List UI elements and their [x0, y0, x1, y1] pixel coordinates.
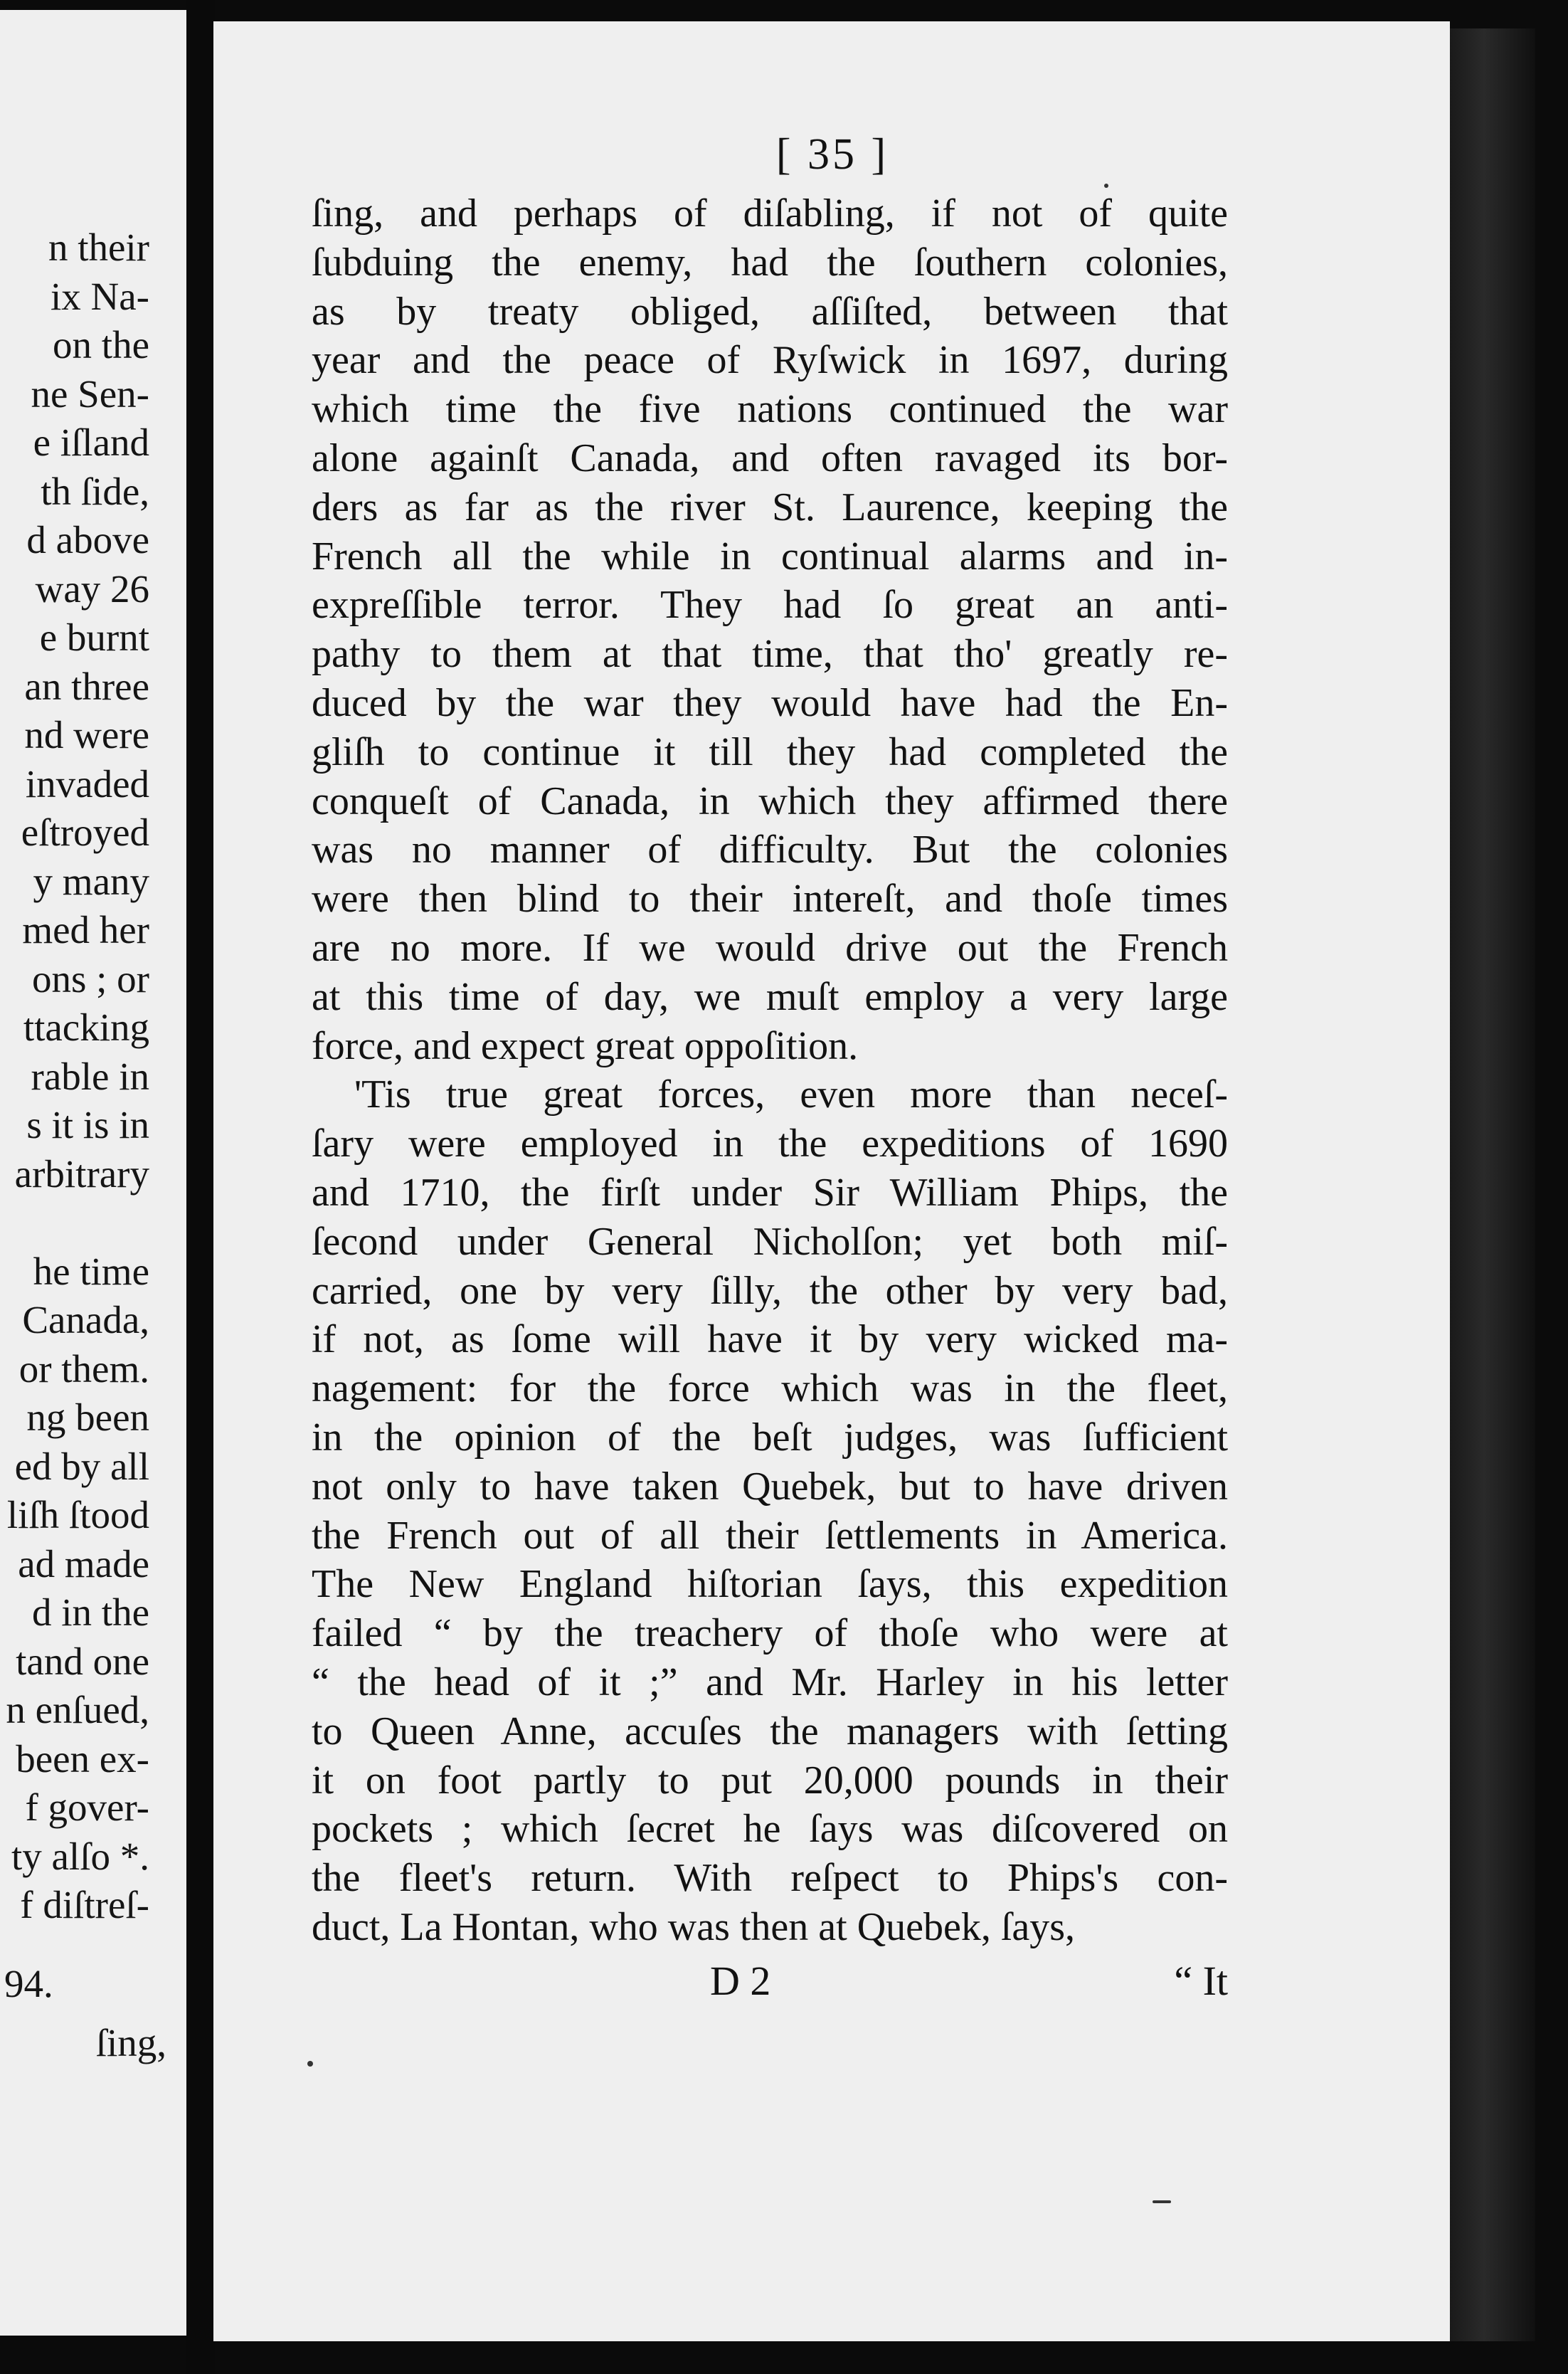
left-page-line: f diſtreſ-: [20, 1883, 149, 1926]
ink-speck: [307, 2061, 313, 2067]
left-page-line: nd were: [24, 713, 149, 756]
text-line: to Queen Anne, accuſes the managers with ſetting: [312, 1709, 1228, 1753]
left-page-line: ed by all: [14, 1444, 149, 1488]
text-line: ſing, and perhaps of diſabling, if not of quite: [312, 191, 1228, 236]
left-page-line: liſh ſtood: [6, 1493, 149, 1536]
text-line: French all the while in continual alarms and in-: [312, 534, 1228, 579]
text-line: ſubduing the enemy, had the ſouthern colonies,: [312, 240, 1228, 285]
left-page-bottom: [0, 1960, 186, 2067]
left-page-line: he time: [33, 1249, 149, 1293]
left-page-line: invaded: [25, 761, 149, 806]
page-edge-shadow: [1450, 28, 1535, 2341]
text-line: nagement: for the force which was in the fleet,: [312, 1366, 1228, 1411]
left-page-line: ad made: [18, 1541, 149, 1586]
text-line: duct, La Hontan, who was then at Quebek, ſays,: [312, 1904, 1076, 1949]
ink-speck: [1104, 184, 1108, 188]
text-line: and 1710, the firſt under Sir William Phips, the: [312, 1170, 1228, 1215]
text-line: at this time of day, we muſt employ a very large: [312, 974, 1228, 1019]
text-line: if not, as ſome will have it by very wicked ma-: [312, 1317, 1228, 1362]
left-page-line: d in the: [32, 1590, 149, 1634]
text-line: pockets ; which ſecret he ſays was diſcovered on: [312, 1807, 1228, 1852]
text-line: the French out of all their ſettlements in America.: [312, 1513, 1228, 1558]
text-line: pathy to them at that time, that tho' greatly re-: [312, 632, 1228, 677]
left-page-line: ons ; or: [32, 956, 149, 1001]
left-page-line: ng been: [26, 1396, 149, 1439]
left-page-line: med her: [22, 908, 149, 951]
text-line: gliſh to continue it till they had completed the: [312, 729, 1228, 774]
text-line: duced by the war they would have had the En-: [312, 680, 1228, 725]
text-line: the fleet's return. With reſpect to Phips's con-: [312, 1856, 1228, 1901]
text-line: was no manner of difficulty. But the colonies: [312, 828, 1228, 872]
left-page-line: been ex-: [16, 1736, 149, 1780]
text-line: alone againſt Canada, and often ravaged its bor-: [312, 436, 1228, 480]
text-line: year and the peace of Ryſwick in 1697, during: [312, 338, 1228, 383]
text-line: are no more. If we would drive out the French: [312, 925, 1228, 970]
text-line: ſecond under General Nicholſon; yet both miſ-: [312, 1219, 1228, 1264]
left-page-line: y many: [33, 859, 149, 903]
text-line: carried, one by very ſilly, the other by very bad,: [312, 1268, 1228, 1313]
left-page-line: ix Na-: [51, 274, 149, 318]
text-line: which time the five nations continued the war: [312, 387, 1228, 432]
text-line: as by treaty obliged, aſſiſted, between that: [312, 289, 1228, 334]
text-line: The New England hiſtorian ſays, this expedition: [312, 1562, 1228, 1607]
text-line: “ the head of it ;” and Mr. Harley in his letter: [312, 1660, 1228, 1704]
left-page-line: [0, 1198, 186, 1247]
page-number: [ 35 ]: [775, 130, 889, 179]
left-page-line: ty alſo *.: [11, 1834, 149, 1878]
left-page-line: ttacking: [23, 1006, 149, 1049]
left-page-line: f gover-: [25, 1785, 149, 1829]
left-page-line: e iſland: [33, 421, 149, 464]
main-page: [213, 21, 1450, 2341]
left-page-line: way 26: [35, 566, 149, 611]
left-page-line: e burnt: [39, 616, 149, 659]
text-line: 'Tis true great forces, even more than neceſ-: [354, 1072, 1228, 1117]
left-page-line: d above: [26, 518, 149, 561]
left-page-line: n their: [48, 226, 149, 269]
left-page-line: or them.: [18, 1346, 149, 1391]
left-page-line: rable in: [31, 1054, 149, 1098]
text-line: expreſſible terror. They had ſo great an anti-: [312, 583, 1228, 628]
text-line: conqueſt of Canada, in which they affirmed there: [312, 779, 1228, 823]
text-line: failed “ by the treachery of thoſe who were at: [312, 1611, 1228, 1656]
text-line: force, and expect great oppoſition.: [312, 1023, 859, 1068]
signature-mark: D 2: [710, 1958, 771, 2004]
left-page-line: eſtroyed: [21, 811, 149, 854]
left-page-line: Canada,: [22, 1298, 149, 1341]
left-page-line: s it is in: [26, 1103, 149, 1146]
text-line: ders as far as the river St. Laurence, keeping the: [312, 485, 1228, 529]
ink-speck: [1153, 2200, 1171, 2203]
left-page-line: an three: [24, 664, 149, 708]
text-line: in the opinion of the beſt judges, was ſufficient: [312, 1415, 1228, 1460]
left-page-line: th ſide,: [41, 469, 149, 513]
text-line: it on foot partly to put 20,000 pounds in their: [312, 1758, 1228, 1803]
text-line: not only to have taken Quebek, but to have driven: [312, 1464, 1228, 1509]
left-page-line: on the: [53, 323, 149, 366]
body-text: [312, 189, 1228, 1952]
left-facing-page: [0, 10, 186, 2336]
text-line: ſary were employed in the expeditions of 1690: [312, 1122, 1228, 1166]
text-line: were then blind to their intereſt, and thoſe times: [312, 877, 1228, 922]
book-gutter: [186, 0, 215, 2374]
left-page-line: tand one: [16, 1639, 149, 1683]
left-page-line: ne Sen-: [31, 371, 149, 416]
left-footnote: 94.: [4, 1962, 53, 2005]
left-page-text: [0, 223, 186, 1930]
page-footer: [312, 1957, 1228, 2007]
left-page-line: arbitrary: [14, 1151, 149, 1196]
left-page-line: n enſued,: [6, 1688, 149, 1731]
left-catchword: ſing,: [95, 2020, 166, 2064]
catchword: “ It: [1174, 1958, 1228, 2004]
